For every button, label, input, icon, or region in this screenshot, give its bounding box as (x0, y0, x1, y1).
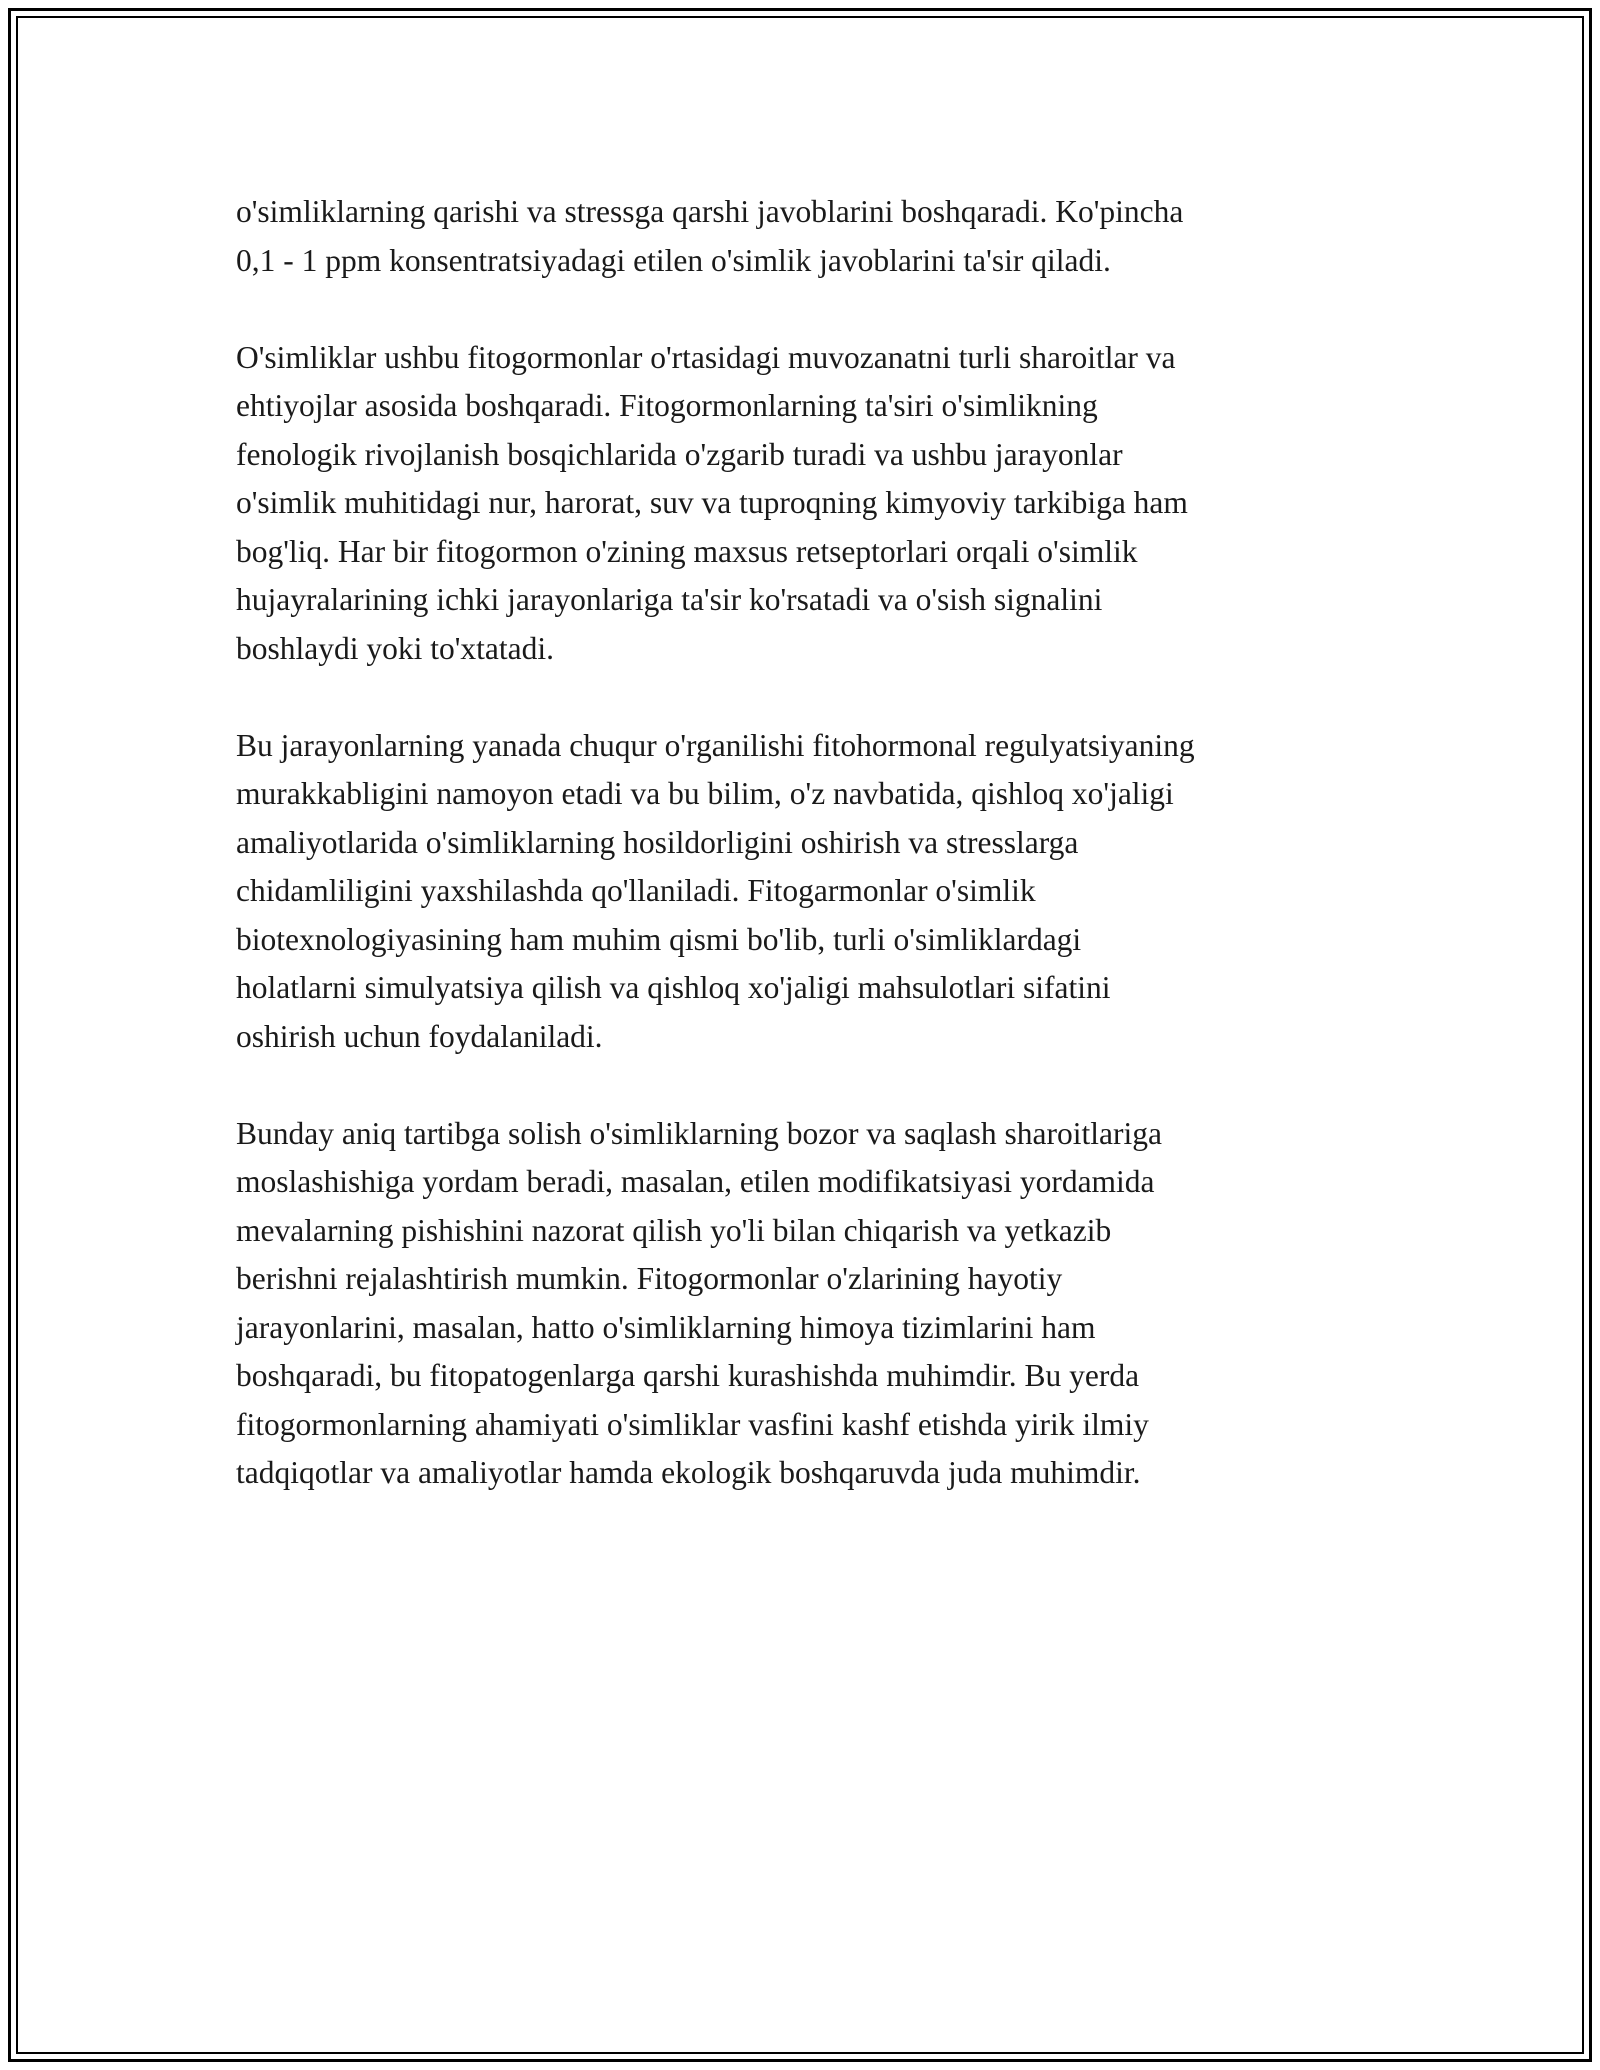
paragraph: o'simliklarning qarishi va stressga qarshi javoblarini boshqaradi. Ko'pincha 0,1 - 1 ppm konsentratsiyadagi etilen o'simlik javoblarini ta'sir qiladi. (236, 194, 1184, 278)
paragraph: Bu jarayonlarning yanada chuqur o'rganilishi fitohormonal regulyatsiyaning murakkabligini namoyon etadi va bu bilim, o'z navbatida, qishloq xo'jaligi amaliyotlarida o'simliklarning hosildorligini oshirish va stresslarga chidamliligini yaxshilashda qo'llaniladi. Fitogarmonlar o'simlik biotexnologiyasining ham muhim qismi bo'lib, turli o'simliklardagi holatlarni simulyatsiya qilish va qishloq xo'jaligi mahsulotlari sifatini oshirish uchun foydalaniladi. (236, 727, 1195, 1054)
paragraph: O'simliklar ushbu fitogormonlar o'rtasidagi muvozanatni turli sharoitlar va ehtiyojlar asosida boshqaradi. Fitogormonlarning ta'siri o'simlikning fenologik rivojlanish bosqichlarida o'zgarib turadi va ushbu jarayonlar o'simlik muhitidagi nur, harorat, suv va tuproqning kimyoviy tarkibiga ham bog'liq. Har bir fitogormon o'zining maxsus retseptorlari orqali o'simlik hujayralarining ichki jarayonlariga ta'sir ko'rsatadi va o'sish signalini boshlaydi yoki to'xtatadi. (236, 339, 1188, 666)
paragraph: Bunday aniq tartibga solish o'simliklarning bozor va saqlash sharoitlariga moslashishiga yordam beradi, masalan, etilen modifikatsiyasi yordamida mevalarning pishishini nazorat qilish yo'li bilan chiqarish va yetkazib berishni rejalashtirish mumkin. Fitogormonlar o'zlarining hayotiy jarayonlarini, masalan, hatto o'simliklarning himoya tizimlarini ham boshqaradi, bu fitopatogenlarga qarshi kurashishda muhimdir. Bu yerda fitogormonlarning ahamiyati o'simliklar vasfini kashf etishda yirik ilmiy tadqiqotlar va amaliyotlar hamda ekologik boshqaruvda juda muhimdir. (236, 1115, 1162, 1490)
document-body (236, 188, 1366, 1498)
